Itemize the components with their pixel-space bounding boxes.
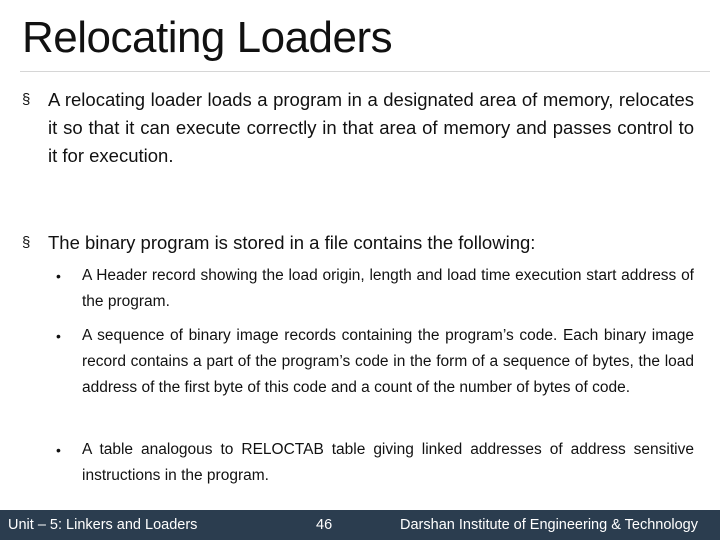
slide-title: Relocating Loaders [22,13,393,62]
footer-institute-name: Darshan Institute of Engineering & Technology [400,517,698,533]
bullet-marker: § [22,234,31,251]
page-number: 46 [316,517,333,533]
sub-bullet-text: A table analogous to RELOCTAB table giving linked addresses of address sensitive instructions in the program. [82,441,694,484]
title-divider [20,71,710,72]
sub-bullet-item [56,437,694,489]
bullet-text: The binary program is stored in a file contains the following: [48,232,536,253]
footer-bar [0,510,720,540]
sub-bullet-marker: • [56,442,61,458]
sub-bullet-marker: • [56,268,61,284]
footer-unit-title: Unit – 5: Linkers and Loaders [8,517,198,533]
bullet-item [22,229,694,257]
sub-bullet-item [56,263,694,315]
sub-bullet-text: A Header record showing the load origin, length and load time execution start address of the program. [82,267,694,310]
bullet-marker: § [22,91,31,108]
bullet-text: A relocating loader loads a program in a designated area of memory, relocates it so that it can execute correctly in that area of memory and passes control to it for execution. [48,89,694,166]
sub-bullet-text: A sequence of binary image records containing the program’s code. Each binary image record contains a part of the program’s code in the form of a sequence of bytes, the load address of the first byte of this code and a count of the number of bytes of code. [82,327,694,396]
sub-bullet-marker: • [56,328,61,344]
sub-bullet-item [56,323,694,401]
bullet-item [22,86,694,170]
